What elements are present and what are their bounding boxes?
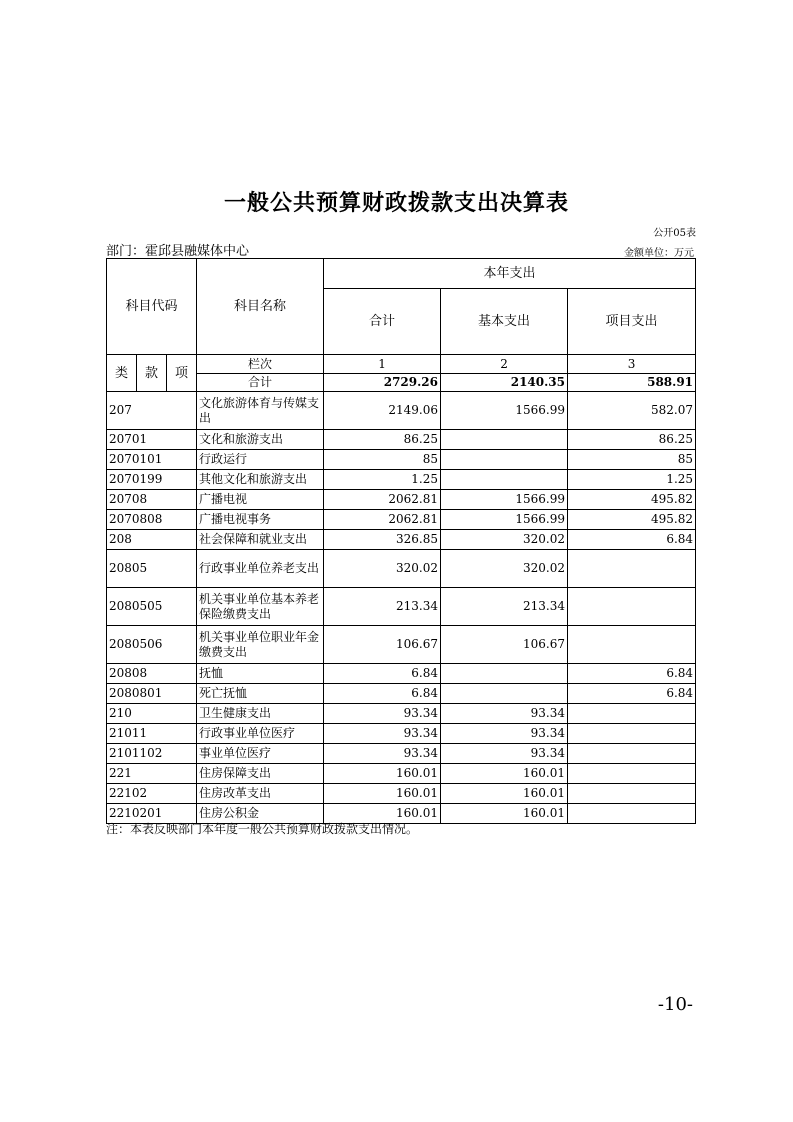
row-code: 20701 (107, 430, 197, 450)
row-project (568, 588, 696, 626)
table-row (107, 430, 696, 450)
row-code: 20805 (107, 550, 197, 588)
row-total: 85 (324, 450, 441, 470)
row-project (568, 550, 696, 588)
row-code: 20808 (107, 664, 197, 684)
row-code: 210 (107, 704, 197, 724)
row-basic: 93.34 (441, 704, 568, 724)
row-basic (441, 664, 568, 684)
row-name: 行政事业单位医疗 (197, 724, 324, 744)
row-name: 卫生健康支出 (197, 704, 324, 724)
row-basic (441, 684, 568, 704)
row-basic: 1566.99 (441, 490, 568, 510)
table-row (107, 530, 696, 550)
row-basic: 213.34 (441, 588, 568, 626)
table-row (107, 588, 696, 626)
row-project: 495.82 (568, 490, 696, 510)
row-project (568, 744, 696, 764)
row-code: 2101102 (107, 744, 197, 764)
row-code: 2080506 (107, 626, 197, 664)
column-index-1: 1 (324, 355, 441, 374)
row-basic: 160.01 (441, 804, 568, 824)
row-code: 2070101 (107, 450, 197, 470)
table-row (107, 392, 696, 430)
row-name: 社会保障和就业支出 (197, 530, 324, 550)
row-basic (441, 450, 568, 470)
table-note: 注：本表反映部门本年度一般公共预算财政拨款支出情况。 (106, 822, 419, 836)
row-project: 582.07 (568, 392, 696, 430)
table-row (107, 470, 696, 490)
table-row (107, 626, 696, 664)
row-total: 2149.06 (324, 392, 441, 430)
row-name: 住房改革支出 (197, 784, 324, 804)
header-subject-name: 科目名称 (197, 259, 324, 355)
row-basic: 320.02 (441, 550, 568, 588)
column-index-3: 3 (568, 355, 696, 374)
row-total: 1.25 (324, 470, 441, 490)
row-code: 2080505 (107, 588, 197, 626)
row-total: 6.84 (324, 684, 441, 704)
row-code: 207 (107, 392, 197, 430)
row-basic: 1566.99 (441, 392, 568, 430)
total-project: 588.91 (568, 374, 696, 392)
row-basic: 320.02 (441, 530, 568, 550)
header-current-year-expenditure: 本年支出 (324, 259, 696, 289)
row-project: 495.82 (568, 510, 696, 530)
row-project: 86.25 (568, 430, 696, 450)
row-basic (441, 470, 568, 490)
row-code: 2080801 (107, 684, 197, 704)
row-total: 93.34 (324, 704, 441, 724)
row-basic: 93.34 (441, 724, 568, 744)
row-name: 事业单位医疗 (197, 744, 324, 764)
row-total: 86.25 (324, 430, 441, 450)
row-project: 6.84 (568, 530, 696, 550)
row-project (568, 626, 696, 664)
table-row (107, 724, 696, 744)
header-basic: 基本支出 (441, 289, 568, 355)
row-name: 文化和旅游支出 (197, 430, 324, 450)
row-code: 2070199 (107, 470, 197, 490)
row-code: 22102 (107, 784, 197, 804)
row-basic: 160.01 (441, 764, 568, 784)
row-name: 机关事业单位职业年金缴费支出 (197, 626, 324, 664)
row-name: 死亡抚恤 (197, 684, 324, 704)
page-number: -10- (657, 994, 693, 1015)
row-code: 208 (107, 530, 197, 550)
row-name: 广播电视事务 (197, 510, 324, 530)
expenditure-table (106, 258, 696, 824)
row-total: 326.85 (324, 530, 441, 550)
row-name: 机关事业单位基本养老保险缴费支出 (197, 588, 324, 626)
table-row (107, 684, 696, 704)
row-basic: 160.01 (441, 784, 568, 804)
header-xiang: 项 (167, 355, 197, 392)
header-subject-code: 科目代码 (107, 259, 197, 355)
row-total: 2062.81 (324, 490, 441, 510)
row-total: 160.01 (324, 784, 441, 804)
row-name: 行政运行 (197, 450, 324, 470)
table-row (107, 764, 696, 784)
row-name: 住房公积金 (197, 804, 324, 824)
table-row (107, 550, 696, 588)
column-index-2: 2 (441, 355, 568, 374)
row-name: 行政事业单位养老支出 (197, 550, 324, 588)
row-name: 住房保障支出 (197, 764, 324, 784)
row-code: 20708 (107, 490, 197, 510)
row-project: 1.25 (568, 470, 696, 490)
header-column-index: 栏次 (197, 355, 324, 374)
row-project: 6.84 (568, 664, 696, 684)
row-code: 2210201 (107, 804, 197, 824)
row-basic: 106.67 (441, 626, 568, 664)
row-total: 106.67 (324, 626, 441, 664)
table-row (107, 704, 696, 724)
row-code: 21011 (107, 724, 197, 744)
total-amount: 2729.26 (324, 374, 441, 392)
table-row (107, 744, 696, 764)
row-project: 6.84 (568, 684, 696, 704)
header-total: 合计 (324, 289, 441, 355)
row-basic: 1566.99 (441, 510, 568, 530)
row-basic: 93.34 (441, 744, 568, 764)
amount-unit-label: 金额单位：万元 (624, 248, 694, 259)
row-total: 160.01 (324, 804, 441, 824)
table-row (107, 664, 696, 684)
table-row (107, 450, 696, 470)
header-lei: 类 (107, 355, 137, 392)
row-total: 2062.81 (324, 510, 441, 530)
row-project (568, 724, 696, 744)
row-name: 广播电视 (197, 490, 324, 510)
row-name: 抚恤 (197, 664, 324, 684)
row-project (568, 784, 696, 804)
header-project: 项目支出 (568, 289, 696, 355)
row-project (568, 804, 696, 824)
page-title: 一般公共预算财政拨款支出决算表 (223, 190, 569, 216)
row-code: 2070808 (107, 510, 197, 530)
row-total: 93.34 (324, 744, 441, 764)
total-basic: 2140.35 (441, 374, 568, 392)
row-total: 160.01 (324, 764, 441, 784)
header-kuan: 款 (137, 355, 167, 392)
table-row (107, 510, 696, 530)
row-project: 85 (568, 450, 696, 470)
row-name: 其他文化和旅游支出 (197, 470, 324, 490)
row-project (568, 764, 696, 784)
table-row (107, 490, 696, 510)
table-row (107, 784, 696, 804)
row-code: 221 (107, 764, 197, 784)
department-label: 部门：霍邱县融媒体中心 (106, 244, 250, 259)
row-basic (441, 430, 568, 450)
row-total: 320.02 (324, 550, 441, 588)
row-project (568, 704, 696, 724)
row-total: 6.84 (324, 664, 441, 684)
form-number: 公开05表 (653, 228, 696, 239)
row-total: 213.34 (324, 588, 441, 626)
row-name: 文化旅游体育与传媒支出 (197, 392, 324, 430)
total-label: 合计 (197, 374, 324, 392)
row-total: 93.34 (324, 724, 441, 744)
